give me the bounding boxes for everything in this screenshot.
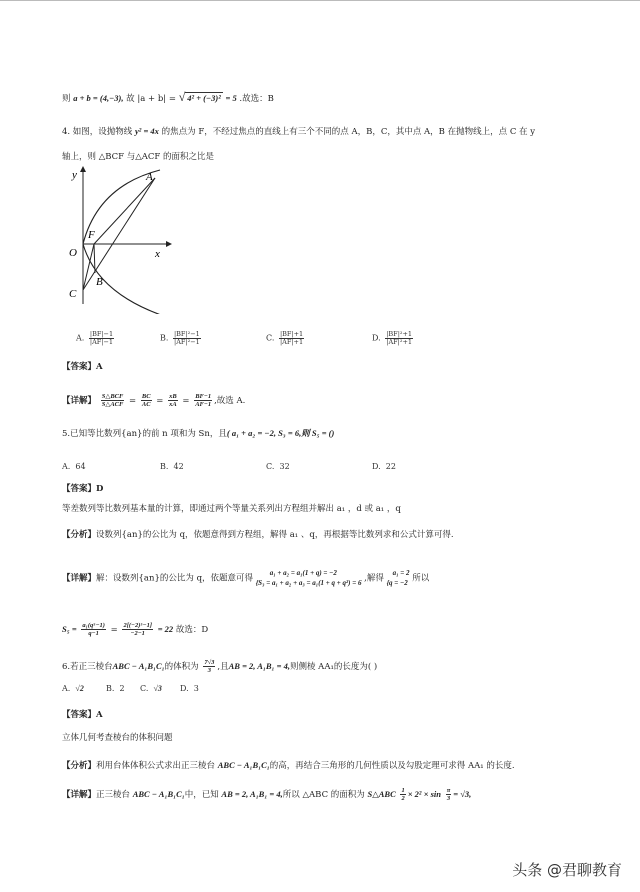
q5-answer: 【答案】D xyxy=(62,484,104,494)
q6-option-d[interactable]: D. 3 xyxy=(180,684,199,693)
q6-option-b[interactable]: B. 2 xyxy=(106,684,125,693)
q4-stem-line2: 轴上，则 △BCF 与△ACF 的面积之比是 xyxy=(62,152,215,162)
q4-figure xyxy=(58,164,188,314)
label-B: B xyxy=(96,276,103,288)
q5-sum-computation: S₅ = $\frac{\text{a₁(q⁵−1)}}{q-1}$ = $\frac{\text{2[(−2)⁵−1]}}{-2-1}$ = 22 故选：D xyxy=(62,622,209,637)
q6-analysis: 【分析】利用台体体积公式求出正三棱台 ABC − A₁B₁C₁的高，再结合三角形的几何性质以及勾股定理可求得 AA₁ 的长度. xyxy=(62,760,515,771)
q3-sqrt: √ 4² + (−3)² xyxy=(178,90,221,104)
q6-stem: 6.若正三棱台ABC − A₁B₁C₁的体积为 $\frac{7√3}{3}$ ,且AB = 2, A₁B₁ = 4,则侧棱 AA₁的长度为( ) xyxy=(62,659,378,674)
q4-option-a[interactable]: A. $\frac{|BF|-1}{|AF|-1}$ xyxy=(76,330,114,346)
q3-magnitude-text: 故 |a + b| = xyxy=(126,94,176,104)
label-y: y xyxy=(72,169,77,181)
q4-option-c[interactable]: C. $\frac{|BF|+1}{|AF|+1}$ xyxy=(266,330,304,346)
q5-option-d[interactable]: D. 22 xyxy=(372,462,396,471)
q5-option-b[interactable]: B. 42 xyxy=(160,462,184,471)
line-FA xyxy=(94,178,155,244)
y-axis-arrow xyxy=(80,166,86,172)
q3-vector-expression: a + b = (4,−3), xyxy=(73,93,124,103)
q5-detail: 【详解】解：设数列{an}的公比为 q，依题意可得 a₁ + a₂ = a₁(1 + q) = −2 {S₃ = a₁ + a₂ + a₃ = a₁(1 + q + q²) = 6 ,解得 a₁ = 2 {q = −2 所以 xyxy=(62,569,430,587)
q4-answer: 【答案】A xyxy=(62,362,103,372)
q6-answer: 【答案】A xyxy=(62,710,103,720)
q3-tail: .故选：B xyxy=(239,94,274,104)
label-O: O xyxy=(69,247,77,259)
q5-equation-system: a₁ + a₂ = a₁(1 + q) = −2 {S₃ = a₁ + a₂ + a₃ = a₁(1 + q + q²) = 6 xyxy=(255,569,362,587)
q5-note: 等差数列等比数列基本量的计算，即通过两个等量关系列出方程组并解出 a₁ ，d 或 a₁ ，q xyxy=(62,504,401,514)
q5-stem: 5.已知等比数列{an}的前 n 项和为 Sn，且( a₁ + a₂ = −2, S₃ = 6,则 S₅ = () xyxy=(62,428,335,439)
label-F: F xyxy=(88,229,95,241)
label-A: A xyxy=(146,171,153,183)
q4-parabola-equation: y² = 4x xyxy=(135,126,159,136)
q4-option-b[interactable]: B. $\frac{\text{|BF|²−1}}{\text{|AF|²−1}}$ xyxy=(160,330,200,346)
q6-option-c[interactable]: C. √3 xyxy=(140,684,162,693)
q5-analysis: 【分析】设数列{an}的公比为 q，依题意得到方程组，解得 a₁ 、q，再根据等比数列求和公式计算可得. xyxy=(62,530,454,540)
q3-prefix: 则 xyxy=(62,94,71,104)
q4-stem-line1: 4. 如图，设抛物线 y² = 4x 的焦点为 F，不经过焦点的直线上有三个不同的点 A，B，C，其中点 A，B 在抛物线上，点 C 在 y xyxy=(62,126,536,137)
label-x: x xyxy=(155,248,160,260)
q3-result: = 5 xyxy=(225,93,237,103)
line-FC xyxy=(83,244,94,290)
q5-option-c[interactable]: C. 32 xyxy=(266,462,290,471)
q5-solution-system: a₁ = 2 {q = −2 xyxy=(386,569,410,587)
q6-detail: 【详解】正三棱台 ABC − A₁B₁C₁中，已知 AB = 2, A₁B₁ = 4,所以 △ABC 的面积为 S△ABC $\frac{1}{2}$ × 2² × sin $\frac{\pi}{3}$ = √3, xyxy=(62,787,472,802)
q4-option-d[interactable]: D. $\frac{\text{|BF|²+1}}{\text{|AF|²+1}}$ xyxy=(372,330,413,346)
q4-detail: 【详解】 $\frac{\text{S△BCF}}{\text{S△ACF}}$ = $\frac{BC}{AC}$ = $\frac{xB}{xA}$ = $\frac{BF-1}{AF-1}$ ,故选 A. xyxy=(62,393,246,408)
q6-note: 立体几何考查棱台的体积问题 xyxy=(62,733,173,743)
label-C: C xyxy=(69,288,77,300)
q6-option-a[interactable]: A. √2 xyxy=(62,684,84,693)
top-border xyxy=(0,0,640,1)
q3-answer-line xyxy=(62,92,274,105)
x-axis-arrow xyxy=(166,241,172,247)
q5-option-a[interactable]: A. 64 xyxy=(62,462,86,471)
source-watermark: 头条 @君聊教育 xyxy=(512,861,622,879)
